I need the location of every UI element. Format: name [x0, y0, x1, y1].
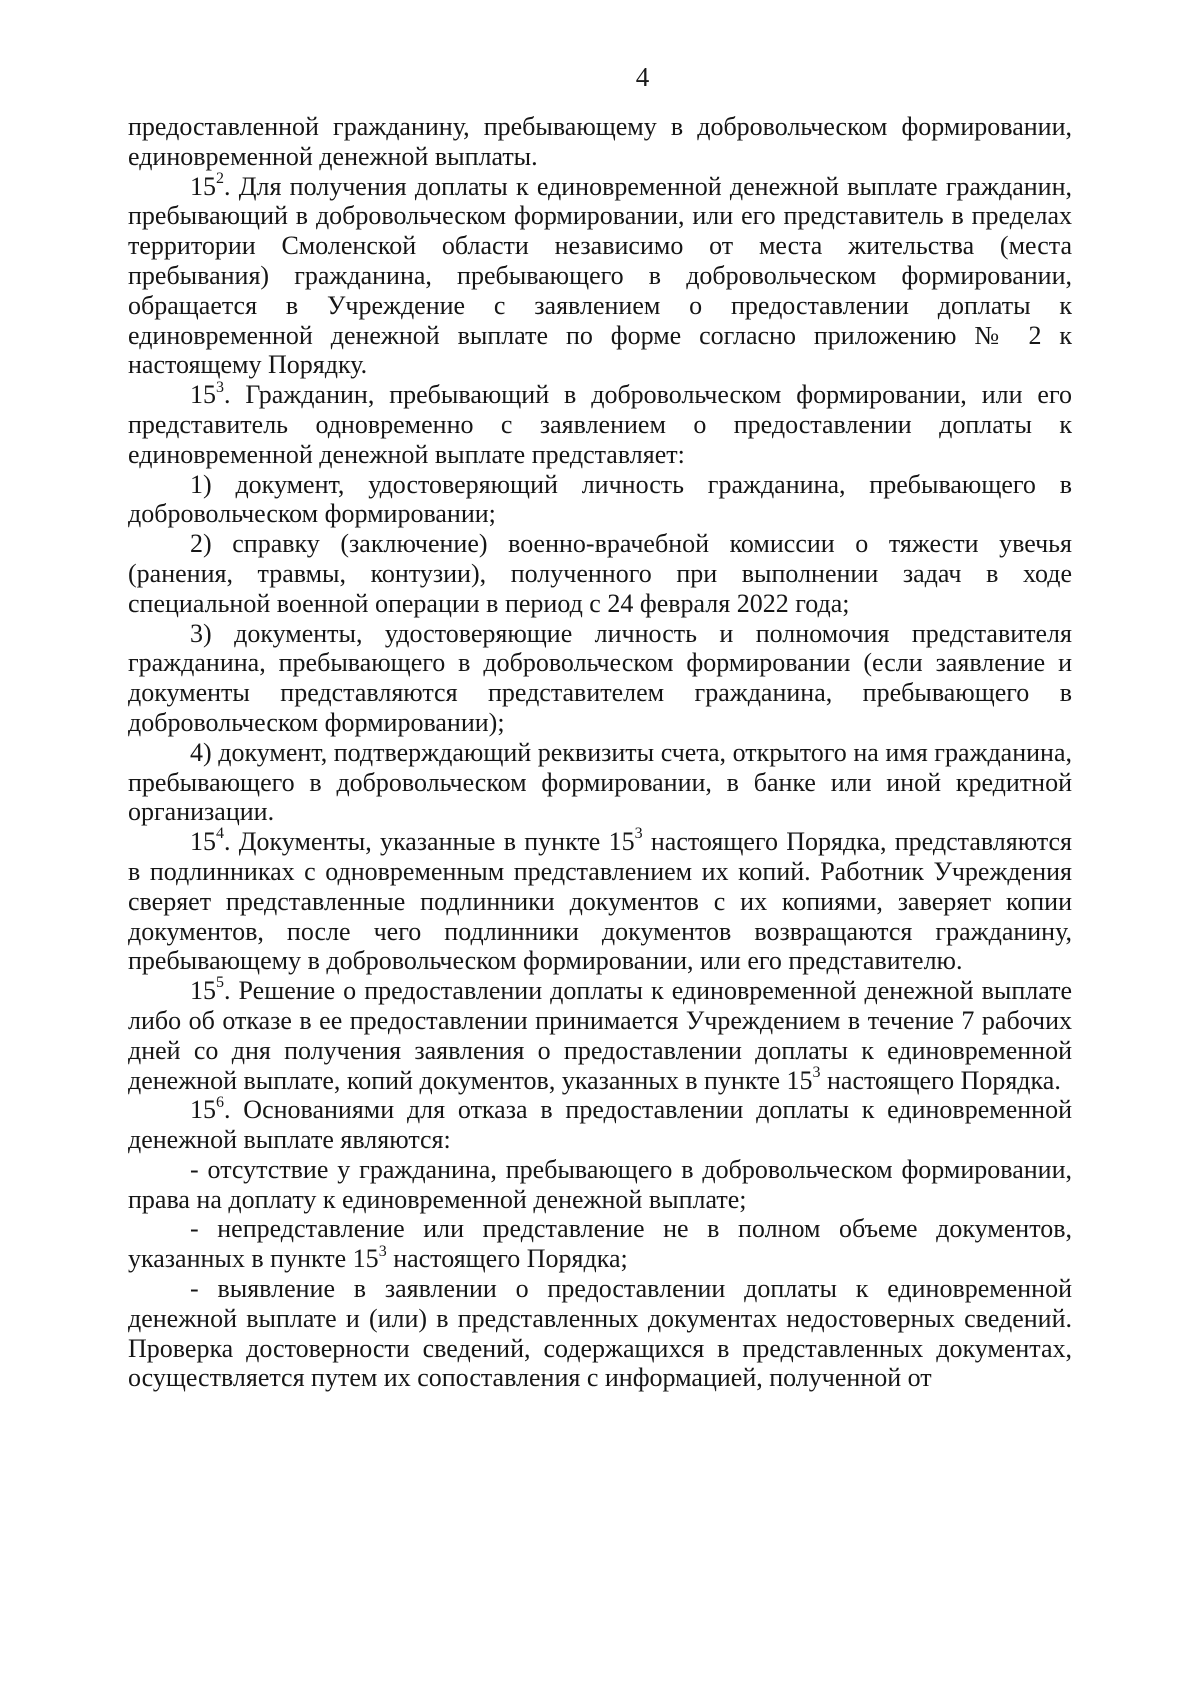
list-item-4: 4) документ, подтверждающий реквизиты счета, открытого на имя гражданина, пребывающего в добровольческом формировании, в банке или иной кредитной организации. [128, 737, 1072, 827]
paragraph-text: настоящего Порядка, представляются в подлинниках с одновременным представлением их копий. Работник Учреждения сверяет представленные подлинники документов с их копиями, заверяет копии документов, после чего подлинники документов возвращаются гражданину, пребывающему в добровольческом формировании, или его представителю. [128, 827, 1072, 976]
list-item-1: 1) документ, удостоверяющий личность гражданина, пребывающего в добровольческом формировании; [128, 469, 1072, 529]
list-item-3: 3) документы, удостоверяющие личность и полномочия представителя гражданина, пребывающего в добровольческом формировании (если заявление и документы представляются представителем гражданина, пребывающего в добровольческом формировании); [128, 618, 1072, 737]
paragraph-text: . Решение о предоставлении доплаты к единовременной денежной выплате либо об отказе в ее предоставлении принимается Учреждением в течение 7 рабочих дней со дня получения заявления о предоставлении доплаты к единовременной денежной выплате, копий документов, указанных в пункте 15 [128, 976, 1072, 1095]
paragraph-text: . Для получения доплаты к единовременной денежной выплате гражданин, пребывающий в добровольческом формировании, или его представитель в пределах территории Смоленской области независимо от места жительства (места пребывания) гражданина, пребывающего в добровольческом формировании, обращается в Учреждение с заявлением о предоставлении доплаты к единовременной денежной выплате по форме согласно приложению № 2 к настоящему Порядку. [128, 171, 1072, 380]
paragraph-15-6 [128, 1095, 1072, 1155]
list-item-2: 2) справку (заключение) военно-врачебной комиссии о тяжести увечья (ранения, травмы, контузии), полученного при выполнении задач в ходе специальной военной операции в период с 24 февраля 2022 года; [128, 529, 1072, 618]
clause-number: 15 [190, 976, 216, 1006]
paragraph-text: . Гражданин, пребывающий в добровольческом формировании, или его представитель одновременно с заявлением о предоставлении доплаты к единовременной денежной выплате представляет: [128, 380, 1072, 469]
paragraph-15-2 [128, 169, 1072, 381]
clause-superscript: 2 [216, 169, 224, 187]
dash-item-3: - выявление в заявлении о предоставлении доплаты к единовременной денежной выплате и (или) в представленных документах недостоверных сведений. Проверка достоверности сведений, содержащихся в представленных документах, осуществляется путем их сопоставления с информацией, полученной от [128, 1274, 1072, 1393]
clause-superscript: 4 [216, 825, 224, 843]
paragraph-text: . Основаниями для отказа в предоставлении доплаты к единовременной денежной выплате являются: [128, 1095, 1072, 1155]
paragraph-15-3 [128, 380, 1072, 469]
paragraph-text: . Документы, указанные в пункте 15 [224, 827, 635, 857]
paragraph-15-5 [128, 976, 1072, 1095]
page-number: 4 [635, 62, 650, 92]
clause-superscript: 5 [216, 974, 224, 992]
reference-superscript: 3 [378, 1242, 387, 1260]
reference-superscript: 3 [812, 1063, 821, 1081]
paragraph-text: - непредставление или представление не в полном объеме документов, указанных в пункте 15 [128, 1214, 1072, 1274]
clause-superscript: 6 [216, 1093, 224, 1111]
dash-item-2 [128, 1214, 1072, 1274]
paragraph-text: настоящего Порядка; [386, 1244, 628, 1274]
clause-number: 15 [190, 1095, 216, 1125]
paragraph-continuation: предоставленной гражданину, пребывающему в добровольческом формировании, единовременной денежной выплаты. [128, 112, 1072, 171]
clause-superscript: 3 [216, 378, 224, 396]
reference-superscript: 3 [634, 825, 643, 843]
document-body [128, 112, 1072, 1393]
paragraph-text: настоящего Порядка. [820, 1065, 1061, 1095]
dash-item-1: - отсутствие у гражданина, пребывающего в добровольческом формировании, права на доплату к единовременной денежной выплате; [128, 1154, 1072, 1214]
clause-number: 15 [190, 171, 216, 201]
paragraph-15-4 [128, 827, 1072, 976]
clause-number: 15 [190, 827, 216, 857]
clause-number: 15 [190, 380, 216, 410]
